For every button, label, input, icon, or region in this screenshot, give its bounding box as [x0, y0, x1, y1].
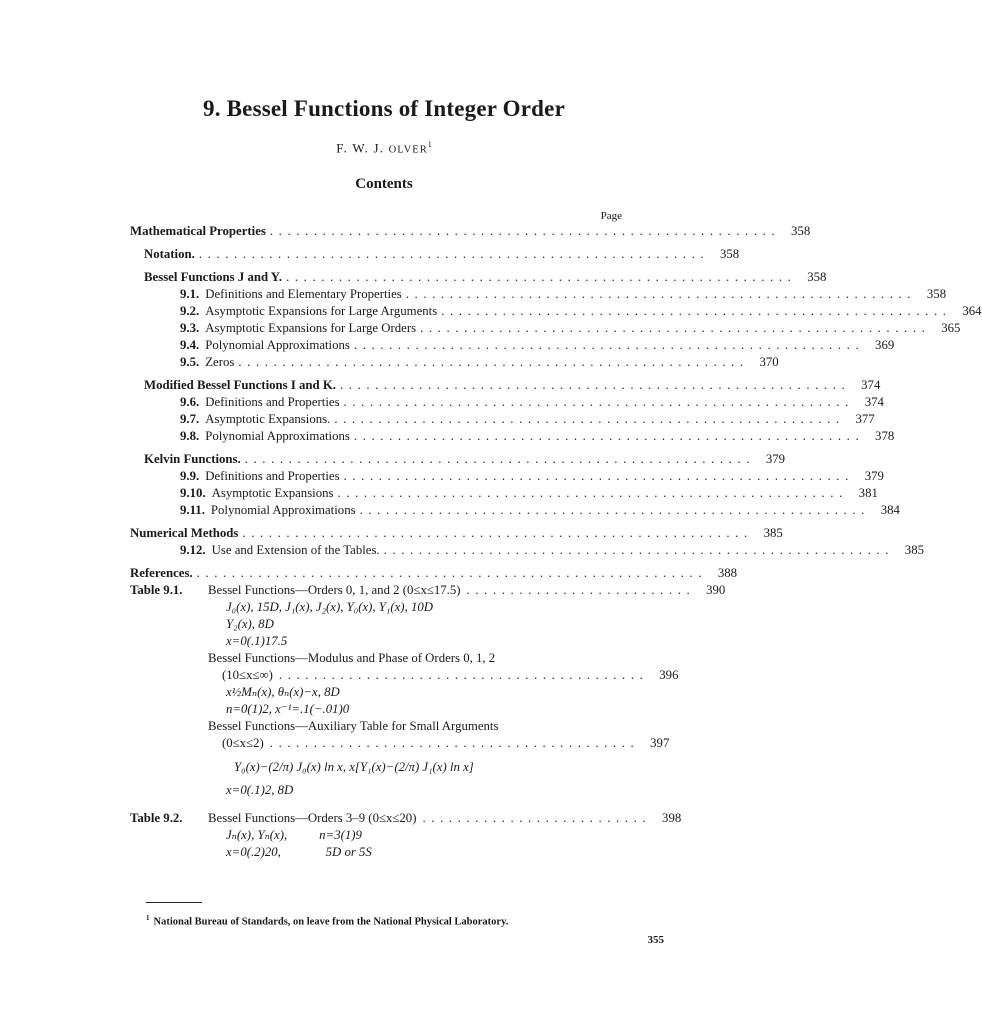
toc-entry-page: 365 — [941, 321, 961, 335]
toc-entry-label: Definitions and Elementary Properties — [205, 287, 402, 301]
toc-entry-page: 384 — [880, 503, 900, 517]
leader-dots: .......................................................... — [343, 469, 854, 483]
author-footnote-mark: 1 — [427, 140, 432, 149]
table-page: 396 — [659, 668, 679, 682]
contents-heading: Contents — [355, 176, 413, 192]
toc-entry — [130, 565, 738, 582]
toc-section-number: 9.1. — [180, 287, 200, 301]
toc-entry — [130, 394, 884, 411]
toc-entry-label: Polynomial Approximations — [205, 338, 350, 352]
footnote-mark: 1 — [146, 914, 150, 922]
toc-entry-label: Zeros — [205, 355, 235, 369]
toc-entry-label: Polynomial Approximations — [205, 429, 350, 443]
toc-entry-page: 385 — [763, 526, 783, 540]
toc-section-number: 9.7. — [180, 412, 200, 426]
table-detail: Y₂(x), 8D — [226, 617, 274, 631]
toc-entry-label: Use and Extension of the Tables. — [211, 543, 380, 557]
toc-entry — [130, 354, 779, 371]
toc-entry-page: 374 — [864, 395, 884, 409]
leader-dots: .......................................................... — [353, 338, 865, 352]
table-description: Bessel Functions—Modulus and Phase of Orders 0, 1, 2 — [208, 651, 496, 665]
toc-entry — [130, 428, 895, 445]
leader-dots: .......................................................... — [198, 247, 710, 261]
table-detail: Jₙ(x), Yₙ(x), n=3(1)9 — [226, 828, 362, 842]
leader-dots: .......................................................... — [359, 503, 870, 517]
toc-entry — [130, 269, 827, 286]
toc-entry-label: Kelvin Functions. — [144, 452, 241, 466]
toc-entry-page: 377 — [855, 412, 875, 426]
toc-entry-label: Notation. — [144, 247, 195, 261]
toc-entry — [130, 542, 924, 559]
leader-dots: .......................................................... — [238, 355, 749, 369]
table-name: Table 9.2. — [130, 811, 183, 825]
table-formula: Y₀(x)−(2/π) J₀(x) ln x, x[Y₁(x)−(2/π) J₁(x) ln x] — [234, 760, 474, 774]
toc-entry-page: 385 — [904, 543, 924, 557]
toc-entry-page: 378 — [875, 429, 895, 443]
leader-dots: .......................................................... — [343, 395, 854, 409]
table-detail: J₀(x), 15D, J₁(x), J₂(x), Y₀(x), Y₁(x), 10D — [226, 600, 433, 614]
toc-entry-label: Definitions and Properties — [205, 469, 340, 483]
toc-section-number: 9.12. — [180, 543, 206, 557]
toc-entry-label: Polynomial Approximations — [210, 503, 356, 517]
toc-section-number: 9.11. — [180, 503, 205, 517]
toc-entry — [130, 246, 740, 263]
table-page: 397 — [650, 736, 670, 750]
table-detail: x=0(.1)2, 8D — [226, 783, 294, 797]
leader-dots: .......................................................... — [334, 412, 845, 426]
leader-dots: .......................................................... — [337, 486, 848, 500]
leader-dots: .......................................................... — [286, 270, 797, 284]
toc-entry-page: 369 — [875, 338, 895, 352]
table-description: Bessel Functions—Orders 3–9 (0≤x≤20) — [208, 811, 417, 825]
toc-entry — [130, 525, 783, 542]
toc-entry — [130, 502, 900, 519]
table-description: Bessel Functions—Orders 0, 1, and 2 (0≤x≤17.5) — [208, 583, 461, 597]
toc-section-number: 9.3. — [180, 321, 200, 335]
toc-section-number: 9.8. — [180, 429, 200, 443]
toc-entry-label: References. — [130, 566, 193, 580]
toc-section-number: 9.9. — [180, 469, 200, 483]
table-9-1-entry — [130, 582, 726, 799]
author-surname: OLVER — [388, 144, 428, 156]
leader-dots: .......................................................... — [244, 452, 756, 466]
table-detail: x½Mₙ(x), θₙ(x)−x, 8D — [226, 685, 340, 699]
table-range: (10≤x≤∞) — [222, 668, 273, 682]
footnote-text: National Bureau of Standards, on leave from the National Physical Laboratory. — [153, 916, 509, 928]
toc-entry-label: Asymptotic Expansions for Large Arguments — [205, 304, 438, 318]
toc-entry-label: Asymptotic Expansions for Large Orders — [205, 321, 417, 335]
toc-section-number: 9.10. — [180, 486, 206, 500]
table-of-contents — [130, 223, 982, 582]
leader-dots: .......................................... — [269, 736, 640, 750]
toc-entry-label: Mathematical Properties — [130, 224, 266, 238]
toc-section-number: 9.4. — [180, 338, 200, 352]
toc-entry-page: 358 — [720, 247, 740, 261]
leader-dots: .......................................................... — [242, 526, 753, 540]
toc-entry — [130, 303, 982, 320]
toc-entry — [130, 485, 878, 502]
leader-dots: .......................................................... — [196, 566, 708, 580]
toc-section-number: 9.6. — [180, 395, 200, 409]
toc-entry-page: 374 — [861, 378, 881, 392]
toc-entry-label: Asymptotic Expansions. — [205, 412, 331, 426]
toc-entry — [130, 337, 895, 354]
toc-entry-page: 370 — [759, 355, 779, 369]
toc-entry-page: 381 — [858, 486, 878, 500]
toc-entry — [130, 468, 884, 485]
leader-dots: .......................................................... — [269, 224, 781, 238]
page-column-label: Page — [600, 210, 622, 222]
table-detail: n=0(1)2, x⁻¹=.1(−.01)0 — [226, 702, 350, 716]
leader-dots: .......................................................... — [405, 287, 917, 301]
table-page: 390 — [706, 583, 726, 597]
toc-entry-page: 379 — [864, 469, 884, 483]
leader-dots: .......................................................... — [420, 321, 931, 335]
toc-entry-label: Asymptotic Expansions — [211, 486, 334, 500]
leader-dots: .......................................................... — [383, 543, 894, 557]
toc-entry-label: Modified Bessel Functions I and K. — [144, 378, 336, 392]
toc-entry — [130, 451, 786, 468]
leader-dots: .......................................................... — [441, 304, 952, 318]
toc-entry-page: 358 — [791, 224, 811, 238]
toc-entry-page: 358 — [807, 270, 827, 284]
table-detail: x=0(.1)17.5 — [226, 634, 288, 648]
toc-entry — [130, 286, 947, 303]
leader-dots: .......................................................... — [353, 429, 865, 443]
leader-dots: .......................................................... — [339, 378, 851, 392]
toc-entry-page: 364 — [962, 304, 982, 318]
toc-entry-label: Definitions and Properties — [205, 395, 340, 409]
footnote — [146, 914, 508, 928]
table-9-2-entry — [130, 810, 682, 861]
table-name: Table 9.1. — [130, 583, 183, 597]
toc-entry — [130, 320, 961, 337]
table-detail: x=0(.2)20, 5D or 5S — [226, 845, 372, 859]
toc-section-number: 9.2. — [180, 304, 200, 318]
page-number: 355 — [647, 934, 664, 946]
table-range: (0≤x≤2) — [222, 736, 264, 750]
table-description: Bessel Functions—Auxiliary Table for Small Arguments — [208, 719, 499, 733]
toc-entry-label: Bessel Functions J and Y. — [144, 270, 283, 284]
chapter-title: 9. Bessel Functions of Integer Order — [203, 96, 565, 121]
toc-entry-page: 379 — [765, 452, 786, 466]
leader-dots: .......................... — [466, 583, 696, 597]
toc-entry-page: 358 — [926, 287, 947, 301]
footnote-rule — [146, 902, 202, 903]
author-initials: F. W. J. — [336, 140, 389, 156]
leader-dots: .......................... — [422, 811, 652, 825]
toc-entry-label: Numerical Methods — [130, 526, 239, 540]
author-line — [0, 140, 768, 156]
toc-section-number: 9.5. — [180, 355, 200, 369]
toc-entry-page: 388 — [717, 566, 738, 580]
toc-entry — [130, 223, 811, 240]
leader-dots: .......................................... — [278, 668, 649, 682]
table-page: 398 — [662, 811, 682, 825]
toc-entry — [130, 411, 875, 428]
toc-entry — [130, 377, 881, 394]
